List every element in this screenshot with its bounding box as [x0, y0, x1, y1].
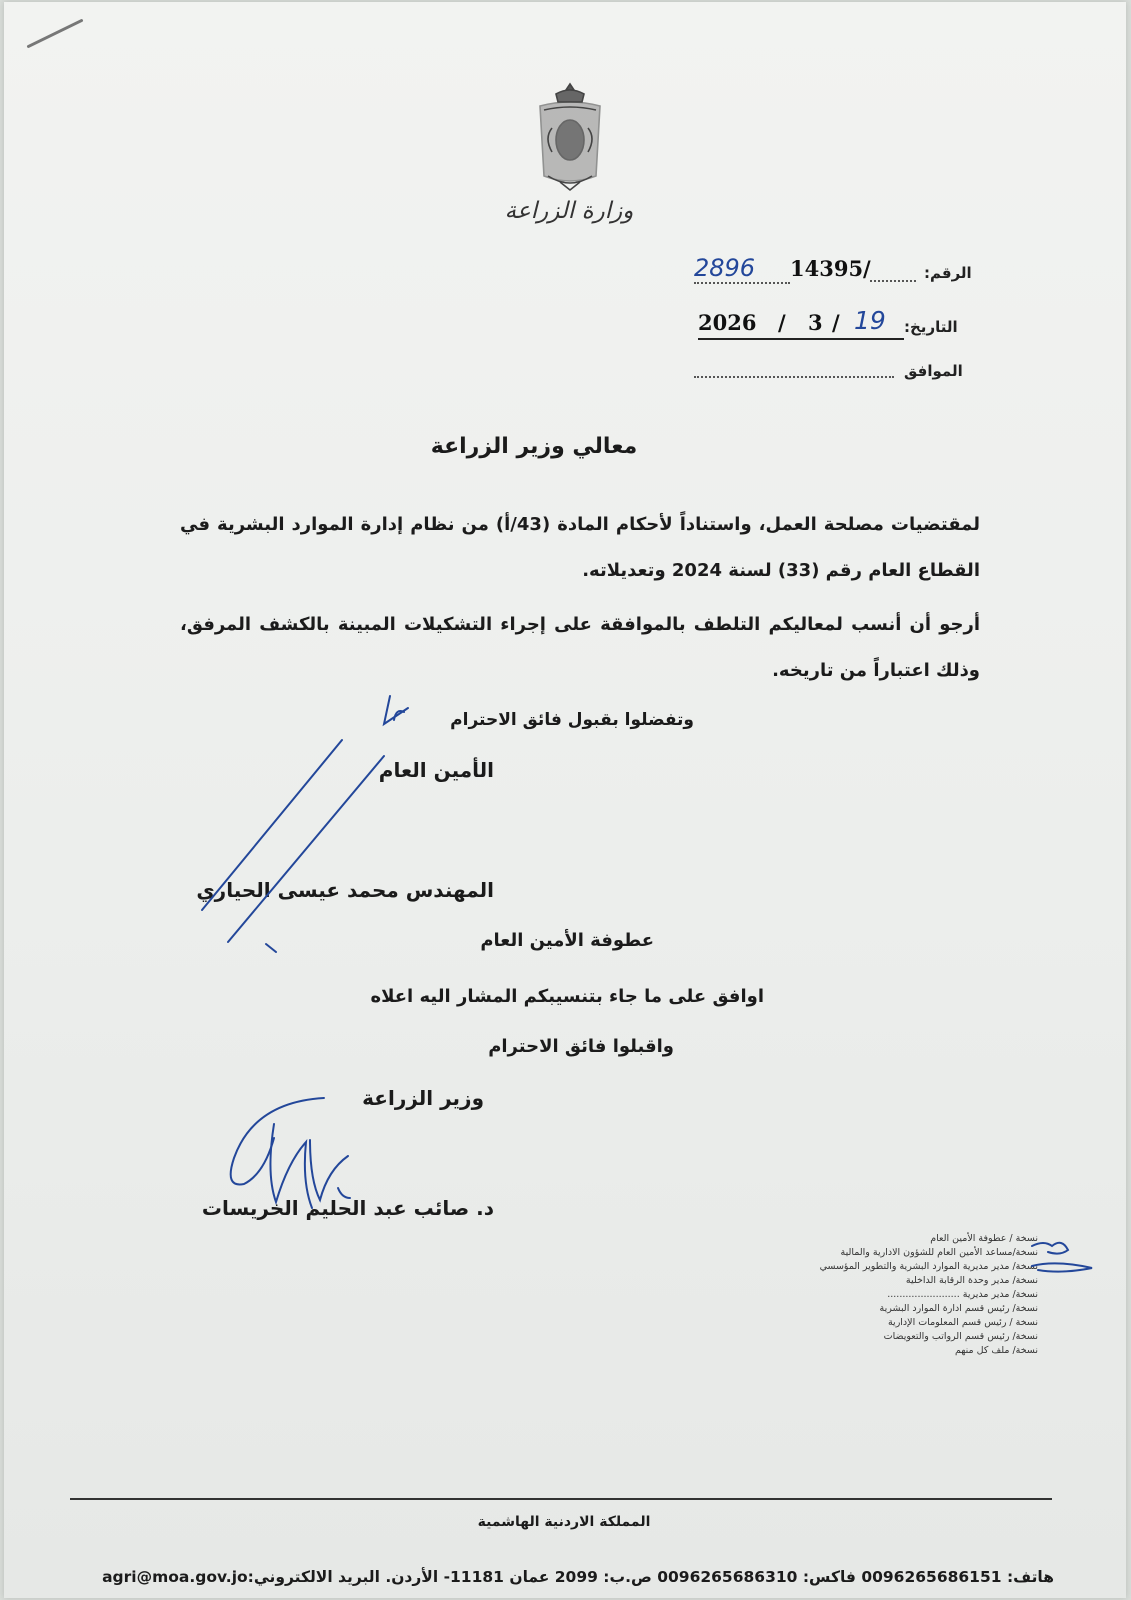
copy-item: نسخة/ رئيس قسم ادارة الموارد البشرية	[879, 1303, 1038, 1314]
minister-response-header: عطوفة الأمين العام	[480, 930, 654, 951]
minister-title: وزير الزراعة	[362, 1086, 484, 1110]
minister-name: د. صائب عبد الحليم الخريسات	[201, 1196, 494, 1220]
staple-mark	[26, 19, 83, 49]
date-separator-1: /	[778, 310, 786, 335]
closing-line: وتفضلوا بقبول فائق الاحترام	[450, 710, 694, 730]
reference-number-dots	[870, 280, 916, 282]
footer-contact: هاتف: 0096265686151 فاكس: 0096265686310 ص.ب: 2099 عمان 11181- الأردن. البريد الالكتروني:agri@moa.gov.jo	[102, 1568, 1054, 1586]
copy-item: نسخة/ مدير وحدة الرقابة الداخلية	[905, 1275, 1038, 1286]
minister-response-line-1: اوافق على ما جاء بتنسيبكم المشار اليه اعلاه	[370, 986, 764, 1007]
coat-of-arms-icon	[530, 80, 610, 195]
copy-item: نسخة/ رئيس قسم الرواتب والتعويضات	[883, 1331, 1038, 1342]
date-day-handwritten: 19	[854, 306, 886, 335]
date-separator-2: /	[832, 310, 840, 335]
secretary-general-title: الأمين العام	[378, 758, 494, 782]
date-underline	[698, 338, 904, 340]
corresponding-label: الموافق	[904, 362, 963, 380]
copy-item: نسخة/مساعد الأمين العام للشؤون الادارية والمالية	[840, 1247, 1038, 1258]
footer-divider	[70, 1498, 1052, 1500]
reference-number-handwritten: 2896	[694, 254, 790, 284]
corresponding-field	[694, 376, 894, 378]
copy-item: نسخة / عطوفة الأمين العام	[930, 1233, 1038, 1244]
addressee-heading: معالي وزير الزراعة	[430, 434, 638, 459]
minister-response-line-2: واقبلوا فائق الاحترام	[488, 1036, 674, 1057]
date-month: 3	[808, 310, 823, 335]
secretary-general-signature	[174, 682, 434, 972]
copy-item: نسخة/ ملف كل منهم	[954, 1345, 1038, 1356]
copies-list	[764, 1232, 1038, 1358]
reference-number	[694, 254, 918, 288]
reference-number-printed: 14395/	[790, 256, 871, 281]
date-field	[698, 306, 904, 342]
body-paragraph-1: لمقتضيات مصلحة العمل، واستناداً لأحكام المادة (43/أ) من نظام إدارة الموارد البشرية في القطاع العام رقم (33) لسنة 2024 وتعديلاته.	[180, 514, 980, 581]
reference-number-label: الرقم:	[924, 264, 972, 282]
copies-handwritten-marks	[1028, 1240, 1098, 1280]
copy-item: نسخة / رئيس قسم المعلومات الإدارية	[887, 1317, 1038, 1328]
ministry-logo-text: وزارة الزراعة	[504, 198, 634, 224]
date-year: 2026	[698, 310, 757, 335]
copy-item: نسخة/ مدير مديرية ........................	[887, 1289, 1038, 1300]
secretary-general-name: المهندس محمد عيسى الحياري	[196, 878, 494, 902]
date-label: التاريخ:	[904, 318, 958, 336]
footer-country: المملكة الاردنية الهاشمية	[477, 1514, 651, 1530]
copy-item: نسخة/ مدير مديرية الموارد البشرية والتطوير المؤسسي	[819, 1261, 1038, 1272]
body-paragraph-2: أرجو أن أنسب لمعاليكم التلطف بالموافقة على إجراء التشكيلات المبينة بالكشف المرفق، وذلك اعتباراً من تاريخه.	[180, 614, 980, 681]
letter-page	[4, 2, 1126, 1598]
